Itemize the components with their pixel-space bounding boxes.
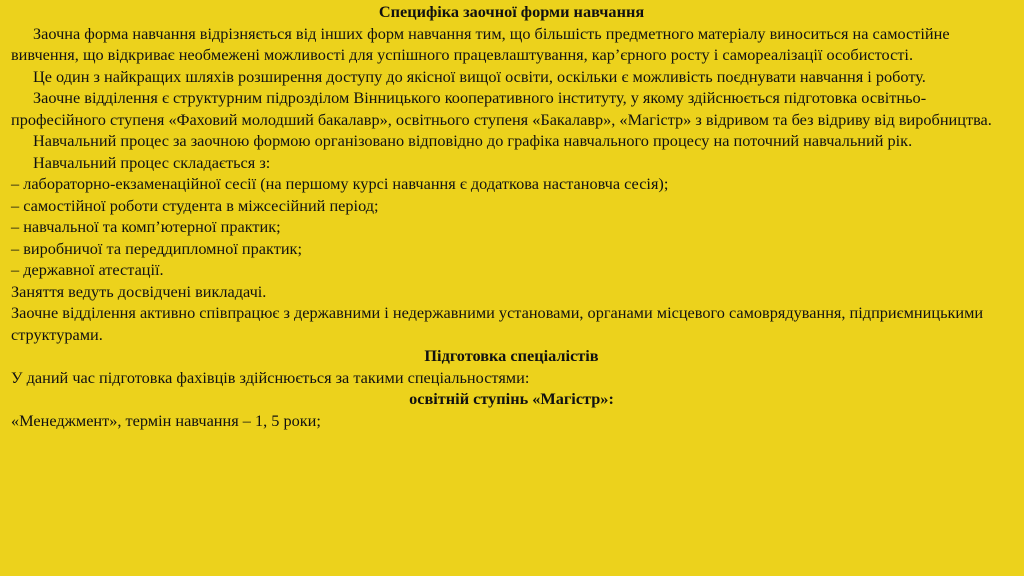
section-intro: У даний час підготовка фахівців здійснюється за такими спеціальностями:: [11, 367, 530, 387]
process-list: [11, 173, 1012, 281]
intro-paragraph-access: Це один з найкращих шляхів розширення доступу до якісної вищої освіти, оскільки є можливість поєднувати навчання і роботу.: [33, 66, 926, 86]
cooperation-paragraph: Заочне відділення активно співпрацює з державними і недержавними установами, органами місцевого самоврядування, підприємницькими структурами.: [11, 303, 984, 344]
list-item: – лабораторно-екзаменаційної сесії (на першому курсі навчання є додаткова настановча сесія);: [11, 174, 669, 193]
list-item: – навчальної та комп’ютерної практик;: [11, 217, 281, 236]
list-item: – самостійної роботи студента в міжсесійний період;: [11, 195, 379, 215]
intro-paragraph-department: Заочне відділення є структурним підрозділом Вінницького кооперативного інституту, у якому здійснюється підготовка освітньо-професійного ступеня «Фаховий молодший бакалавр», освітнього ступеня «Бакалавр», «Магістр» з відривом та без відриву від виробництва.: [11, 88, 992, 129]
specialty-line: «Менеджмент», термін навчання – 1, 5 роки;: [11, 410, 321, 430]
list-item: – виробничої та переддипломної практик;: [11, 238, 302, 258]
intro-paragraph-schedule: Навчальний процес за заочною формою організовано відповідно до графіка навчального процесу на поточний навчальний рік.: [33, 131, 913, 150]
page-title: Специфіка заочної форми навчання: [378, 2, 645, 21]
teachers-line: Заняття ведуть досвідчені викладачі.: [11, 281, 267, 301]
intro-paragraph-form-differences: Заочна форма навчання відрізняється від інших форм навчання тим, що більшість предметного матеріалу виноситься на самостійне вивчення, що відкриває необмежені можливості для успішного працевлаштування, кар’єрного росту і самореалізації особистості.: [11, 23, 950, 64]
degree-heading: освітній ступінь «Магістр»:: [409, 389, 614, 408]
section-title: Підготовка спеціалістів: [424, 346, 599, 365]
list-item: – державної атестації.: [11, 260, 164, 279]
intro-paragraph-process: Навчальний процес складається з:: [33, 152, 271, 172]
